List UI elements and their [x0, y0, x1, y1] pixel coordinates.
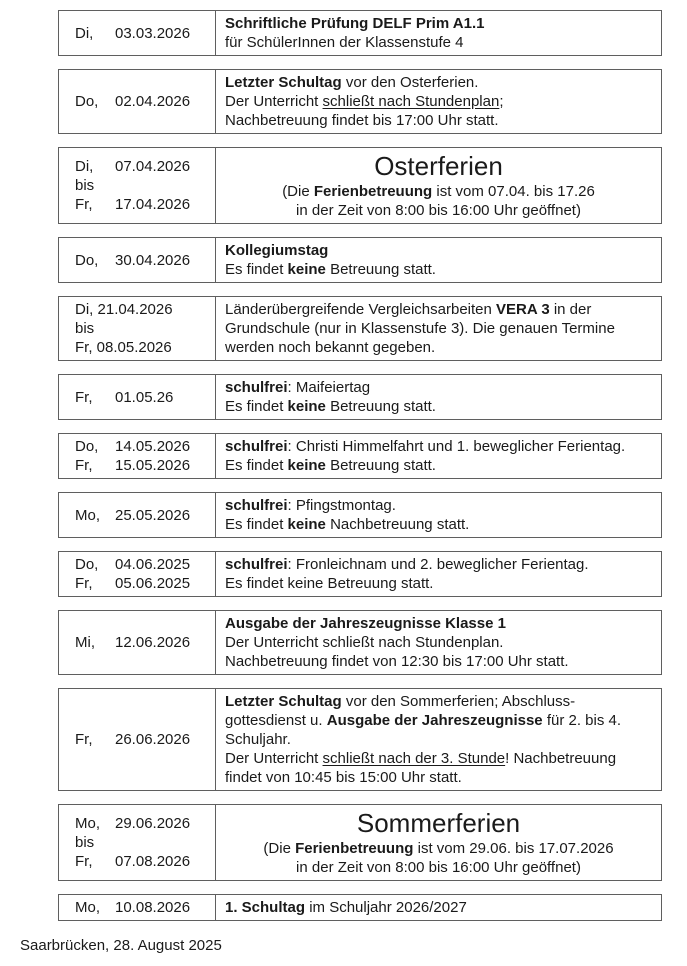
text-segment: schulfrei: [225, 438, 288, 455]
date-cell: [59, 11, 216, 55]
event-line: [225, 692, 652, 711]
date-value: 03.03.2026: [115, 24, 191, 42]
event-line: [225, 73, 652, 92]
day-label: Fr,: [75, 853, 93, 870]
date-line: [75, 300, 211, 319]
date-line: [75, 852, 211, 871]
text-segment: Ausgabe der Jahreszeugnisse: [326, 712, 543, 729]
date-value: 14.05.2026: [115, 438, 191, 455]
event-line: [225, 730, 652, 749]
date-value: 21.04.2026: [93, 301, 173, 318]
event-line: [225, 633, 652, 652]
text-segment: : Maifeiertag: [287, 379, 371, 396]
text-segment: keine: [287, 261, 326, 278]
date-line: [75, 92, 211, 111]
event-line: [225, 711, 652, 730]
text-segment: (Die: [282, 183, 314, 200]
date-range-connector: bis: [75, 834, 95, 851]
event-line: [225, 515, 652, 534]
text-segment: schulfrei: [225, 497, 288, 514]
date-line: [75, 437, 211, 456]
event-line: [225, 14, 652, 33]
text-segment: Letzter Schultag: [225, 74, 342, 91]
text-segment: : Pfingstmontag.: [287, 497, 396, 514]
event-cell: [216, 11, 661, 55]
date-line: [75, 456, 211, 475]
text-segment: Der Unterricht: [225, 93, 323, 110]
event-line: [225, 749, 652, 768]
date-cell: [59, 552, 216, 596]
text-segment: werden noch bekannt gegeben.: [225, 339, 436, 356]
day-label: Mo,: [75, 506, 101, 524]
text-segment: schulfrei: [225, 379, 288, 396]
text-segment: gottesdienst u.: [225, 712, 327, 729]
date-cell: [59, 895, 216, 920]
date-range-connector: bis: [75, 177, 95, 194]
day-label: Fr,: [75, 731, 93, 748]
day-label: Fr,: [75, 457, 93, 474]
text-segment: Es findet: [225, 516, 288, 533]
date-cell: [59, 611, 216, 674]
day-label: Di,: [75, 301, 94, 318]
schedule-row: [58, 688, 662, 791]
text-segment: keine: [287, 457, 326, 474]
event-cell: [216, 375, 661, 419]
schedule-table: [58, 10, 662, 934]
date-cell: [59, 238, 216, 282]
event-cell: [216, 434, 661, 478]
event-line: [225, 555, 652, 574]
date-value: 10.08.2026: [115, 899, 191, 916]
text-segment: Schuljahr.: [225, 731, 291, 748]
date-line: [75, 388, 211, 407]
schedule-row: [58, 551, 662, 597]
schedule-row: [58, 492, 662, 538]
event-line: [225, 858, 652, 877]
event-line: [225, 319, 652, 338]
event-cell: [216, 493, 661, 537]
text-segment: Es findet: [225, 398, 288, 415]
day-label: Di,: [75, 158, 94, 175]
text-segment: Betreuung statt.: [325, 261, 436, 278]
event-line: [225, 201, 652, 220]
date-value: 04.06.2025: [115, 556, 191, 573]
schedule-row: [58, 433, 662, 479]
event-cell: [216, 238, 661, 282]
text-segment: schulfrei: [225, 556, 288, 573]
date-value: 05.06.2025: [115, 575, 191, 592]
event-cell: [216, 895, 661, 920]
event-line: [225, 437, 652, 456]
date-line: [75, 814, 211, 833]
event-cell: [216, 805, 661, 880]
text-segment: : Fronleichnam und 2. beweglicher Ferientag.: [287, 556, 589, 573]
text-segment: keine: [287, 516, 326, 533]
text-segment: VERA 3: [496, 301, 550, 318]
day-label: Fr,: [75, 575, 93, 592]
date-value: 15.05.2026: [115, 457, 191, 474]
schedule-row: [58, 894, 662, 921]
text-segment: Der Unterricht: [225, 750, 323, 767]
date-value: 29.06.2026: [115, 815, 191, 832]
text-segment: findet von 10:45 bis 15:00 Uhr statt.: [225, 769, 462, 786]
date-line: [75, 506, 211, 525]
text-segment: ist vom 07.04. bis 17.26: [432, 183, 595, 200]
date-cell: [59, 805, 216, 880]
event-cell: [216, 611, 661, 674]
date-value: 07.04.2026: [115, 158, 191, 175]
event-line: [225, 182, 652, 201]
schedule-row: [58, 296, 662, 361]
text-segment: für SchülerInnen der Klassenstufe 4: [225, 34, 464, 51]
text-segment: keine: [287, 398, 326, 415]
date-line: [75, 730, 211, 749]
text-segment: in der Zeit von 8:00 bis 16:00 Uhr geöffnet): [296, 859, 581, 876]
event-cell: [216, 689, 661, 790]
text-segment: Sommerferien: [356, 808, 521, 838]
text-segment: : Christi Himmelfahrt und 1. beweglicher Ferientag.: [287, 438, 626, 455]
date-cell: [59, 689, 216, 790]
text-segment: für 2. bis 4.: [542, 712, 622, 729]
date-value: 17.04.2026: [115, 196, 191, 213]
event-line: [225, 33, 652, 52]
text-segment: (Die: [263, 840, 296, 857]
event-line: [225, 898, 652, 917]
day-label: Do,: [75, 438, 99, 455]
text-segment: ! Nachbetreuung: [505, 750, 617, 767]
date-line: [75, 157, 211, 176]
schedule-row: [58, 237, 662, 283]
text-segment: in der: [549, 301, 592, 318]
date-value: 30.04.2026: [115, 251, 191, 269]
day-label: Do,: [75, 251, 99, 269]
text-segment: im Schuljahr 2026/2027: [305, 899, 467, 916]
text-segment: Der Unterricht schließt nach Stundenplan.: [225, 634, 504, 651]
date-line: [75, 338, 211, 357]
text-segment: vor den Sommerferien; Abschluss-: [341, 693, 576, 710]
event-line: [225, 397, 652, 416]
event-line: [225, 338, 652, 357]
date-value: 26.06.2026: [115, 731, 191, 748]
schedule-row: [58, 374, 662, 420]
text-segment: Ferienbetreuung: [313, 183, 433, 200]
date-line: [75, 195, 211, 214]
text-segment: Ausgabe der Jahreszeugnisse Klasse 1: [225, 615, 506, 632]
day-label: Fr,: [75, 196, 93, 213]
day-label: Fr,: [75, 339, 93, 356]
text-segment: Betreuung statt.: [325, 398, 436, 415]
text-segment: Osterferien: [374, 151, 503, 181]
date-cell: [59, 297, 216, 360]
date-cell: [59, 148, 216, 223]
text-segment: schließt nach Stundenplan: [322, 93, 500, 110]
text-segment: Nachbetreuung findet von 12:30 bis 17:00 Uhr statt.: [225, 653, 569, 670]
event-line: [225, 111, 652, 130]
schedule-row: [58, 804, 662, 881]
day-label: Mo,: [75, 815, 101, 832]
date-line: [75, 24, 211, 43]
event-line: [225, 92, 652, 111]
event-title: [225, 151, 652, 182]
text-segment: Länderübergreifende Vergleichsarbeiten: [225, 301, 497, 318]
text-segment: Betreuung statt.: [325, 457, 436, 474]
text-segment: in der Zeit von 8:00 bis 16:00 Uhr geöffnet): [296, 202, 581, 219]
event-cell: [216, 148, 661, 223]
day-label: Di,: [75, 24, 94, 42]
date-line: [75, 251, 211, 270]
date-value: 08.05.2026: [92, 339, 172, 356]
event-line: [225, 652, 652, 671]
text-segment: 1. Schultag: [225, 899, 306, 916]
text-segment: Nachbetreuung statt.: [325, 516, 470, 533]
schedule-row: [58, 610, 662, 675]
text-segment: Ferienbetreuung: [295, 840, 414, 857]
text-segment: ist vom 29.06. bis 17.07.2026: [413, 840, 614, 857]
event-cell: [216, 70, 661, 133]
date-cell: [59, 70, 216, 133]
event-line: [225, 300, 652, 319]
date-line: [75, 898, 211, 917]
date-value: 25.05.2026: [115, 506, 191, 524]
text-segment: schließt nach der 3. Stunde: [322, 750, 506, 767]
date-range-connector: bis: [75, 320, 95, 337]
text-segment: vor den Osterferien.: [341, 74, 479, 91]
text-segment: Kollegiumstag: [225, 242, 329, 259]
event-cell: [216, 297, 661, 360]
date-cell: [59, 493, 216, 537]
day-label: Do,: [75, 556, 99, 573]
text-segment: Schriftliche Prüfung DELF Prim A1.1: [225, 15, 485, 32]
event-line: [225, 456, 652, 475]
event-line: [225, 260, 652, 279]
date-cell: [59, 434, 216, 478]
text-segment: ;: [499, 93, 504, 110]
date-value: 02.04.2026: [115, 93, 191, 110]
schedule-row: [58, 10, 662, 56]
date-line: [75, 574, 211, 593]
date-cell: [59, 375, 216, 419]
schedule-row: [58, 69, 662, 134]
event-line: [225, 241, 652, 260]
date-value: 01.05.26: [115, 388, 174, 406]
day-label: Mo,: [75, 899, 101, 916]
text-segment: Es findet keine Betreuung statt.: [225, 575, 434, 592]
event-title: [225, 808, 652, 839]
text-segment: Nachbetreuung findet bis 17:00 Uhr statt.: [225, 112, 499, 129]
event-line: [225, 768, 652, 787]
date-line: [75, 555, 211, 574]
day-label: Mi,: [75, 634, 95, 651]
event-line: [225, 496, 652, 515]
day-label: Do,: [75, 93, 99, 110]
date-value: 12.06.2026: [115, 634, 191, 651]
event-line: [225, 378, 652, 397]
date-value: 07.08.2026: [115, 853, 191, 870]
text-segment: Es findet: [225, 457, 288, 474]
event-line: [225, 574, 652, 593]
text-segment: Letzter Schultag: [225, 693, 342, 710]
schedule-row: [58, 147, 662, 224]
event-cell: [216, 552, 661, 596]
day-label: Fr,: [75, 388, 93, 406]
event-line: [225, 839, 652, 858]
event-line: [225, 614, 652, 633]
text-segment: Grundschule (nur in Klassenstufe 3). Die genauen Termine: [225, 320, 615, 337]
footer-dateline: Saarbrücken, 28. August 2025: [20, 937, 222, 954]
date-line: [75, 633, 211, 652]
text-segment: Es findet: [225, 261, 288, 278]
